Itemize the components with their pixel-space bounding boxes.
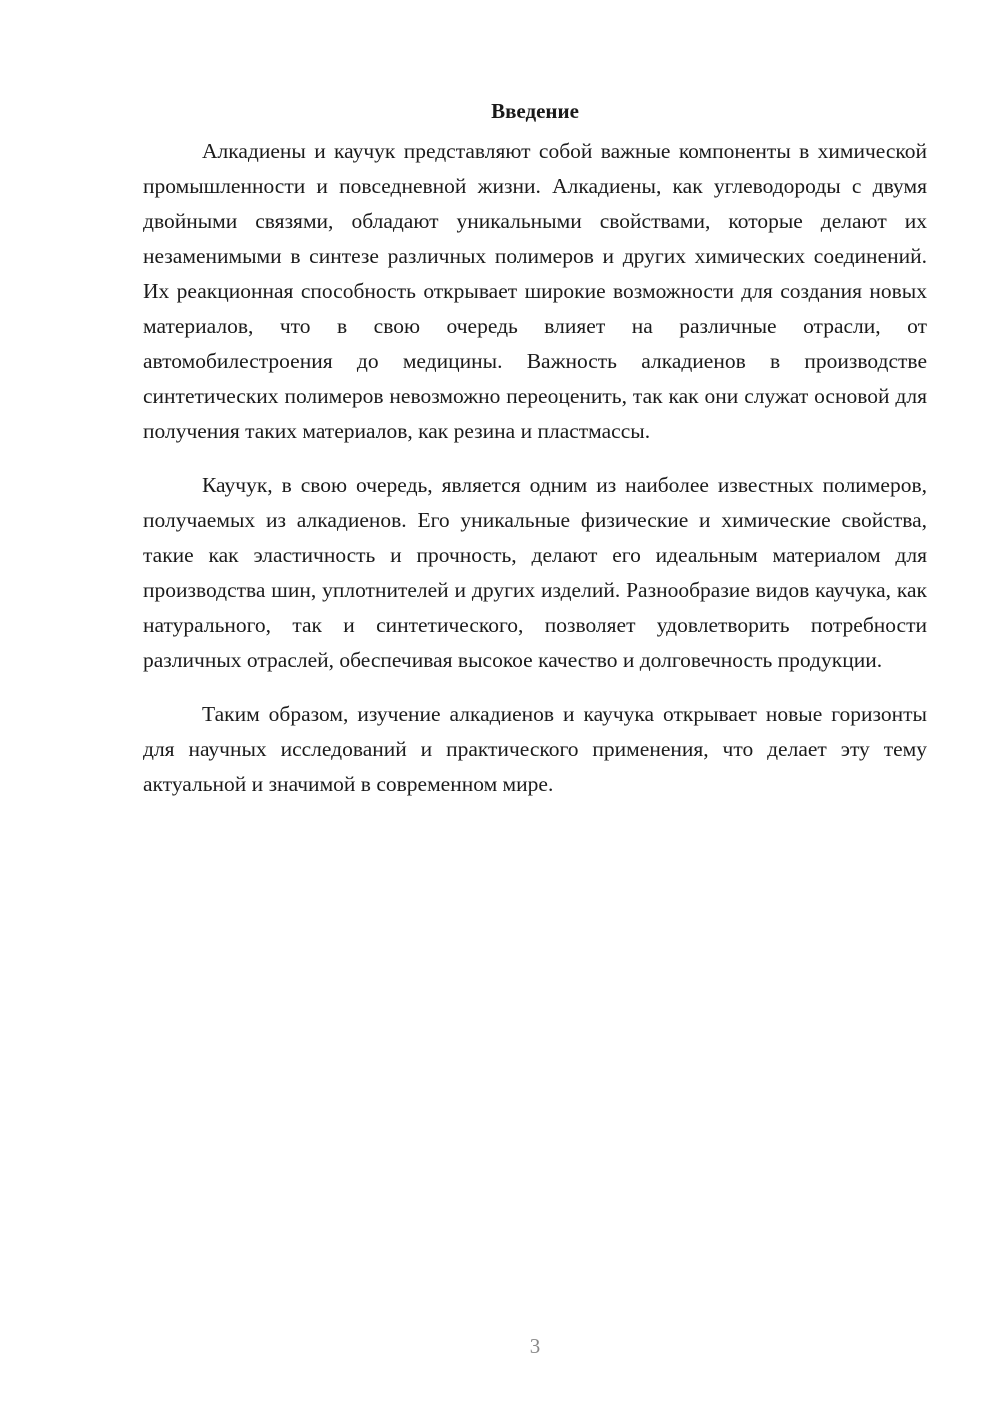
paragraph-1: Алкадиены и каучук представляют собой важные компоненты в химической промышленности и повседневной жизни. Алкадиены, как углеводороды с двумя двойными связями, обладают уникальными свойствами, которые делают их незаменимыми в синтезе различных полимеров и других химических соединений. Их реакционная способность открывает широкие возможности для создания новых материалов, что в свою очередь влияет на различные отрасли, от автомобилестроения до медицины. Важность алкадиенов в производстве синтетических полимеров невозможно переоценить, так как они служат основой для получения таких материалов, как резина и пластмассы. bbox=[143, 139, 927, 443]
page-number: 3 bbox=[529, 1334, 541, 1358]
section-heading: Введение bbox=[491, 99, 579, 123]
paragraph-3: Таким образом, изучение алкадиенов и каучука открывает новые горизонты для научных исследований и практического применения, что делает эту тему актуальной и значимой в современном мире. bbox=[143, 702, 927, 796]
paragraph-2: Каучук, в свою очередь, является одним из наиболее известных полимеров, получаемых из алкадиенов. Его уникальные физические и химические свойства, такие как эластичность и прочность, делают его идеальным материалом для производства шин, уплотнителей и других изделий. Разнообразие видов каучука, как натурального, так и синтетического, позволяет удовлетворить потребности различных отраслей, обеспечивая высокое качество и долговечность продукции. bbox=[143, 473, 927, 672]
document-body bbox=[143, 96, 927, 821]
